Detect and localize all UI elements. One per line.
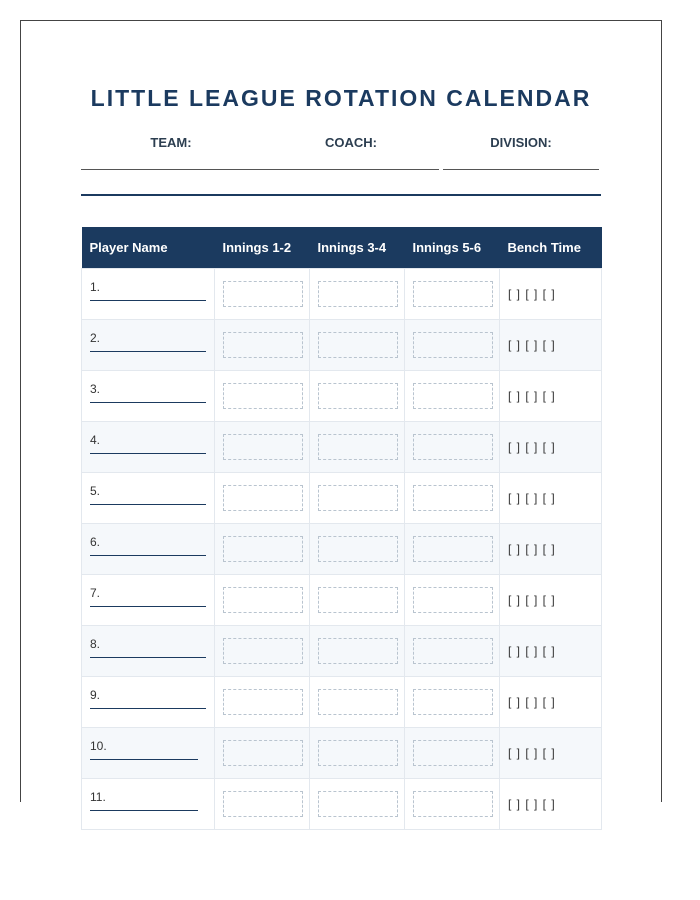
column-header-innings-1-2: Innings 1-2 <box>215 227 310 268</box>
bench-time-cell <box>500 625 602 676</box>
innings-5-6-cell <box>405 676 500 727</box>
bench-checkboxes[interactable]: [ ] [ ] [ ] <box>508 541 556 556</box>
innings-1-2-slot[interactable] <box>223 383 303 409</box>
innings-5-6-cell <box>405 727 500 778</box>
innings-1-2-cell <box>215 370 310 421</box>
team-label: TEAM: <box>150 135 192 150</box>
innings-5-6-cell <box>405 421 500 472</box>
innings-1-2-cell <box>215 574 310 625</box>
player-name-cell[interactable] <box>82 370 215 421</box>
bench-checkboxes[interactable]: [ ] [ ] [ ] <box>508 439 556 454</box>
innings-5-6-slot[interactable] <box>413 689 493 715</box>
table-row <box>82 574 602 625</box>
innings-3-4-slot[interactable] <box>318 740 398 766</box>
innings-1-2-slot[interactable] <box>223 587 303 613</box>
innings-1-2-slot[interactable] <box>223 638 303 664</box>
innings-3-4-cell <box>310 268 405 319</box>
innings-3-4-cell <box>310 370 405 421</box>
innings-5-6-slot[interactable] <box>413 740 493 766</box>
innings-1-2-cell <box>215 727 310 778</box>
document-page <box>20 20 662 811</box>
page-title: LITTLE LEAGUE ROTATION CALENDAR <box>90 85 592 111</box>
innings-1-2-slot[interactable] <box>223 791 303 817</box>
innings-5-6-cell <box>405 778 500 829</box>
innings-5-6-cell <box>405 319 500 370</box>
player-name-cell[interactable] <box>82 472 215 523</box>
bench-checkboxes[interactable]: [ ] [ ] [ ] <box>508 796 556 811</box>
innings-5-6-slot[interactable] <box>413 638 493 664</box>
innings-1-2-cell <box>215 421 310 472</box>
innings-3-4-cell <box>310 472 405 523</box>
player-number: 8. <box>90 637 101 651</box>
innings-1-2-cell <box>215 625 310 676</box>
innings-5-6-slot[interactable] <box>413 434 493 460</box>
table-row <box>82 778 602 829</box>
innings-5-6-cell <box>405 472 500 523</box>
bench-checkboxes[interactable]: [ ] [ ] [ ] <box>508 694 556 709</box>
innings-5-6-cell <box>405 625 500 676</box>
innings-3-4-cell <box>310 421 405 472</box>
table-row <box>82 472 602 523</box>
player-name-write-line[interactable] <box>90 759 198 760</box>
table-row <box>82 625 602 676</box>
player-name-cell[interactable] <box>82 319 215 370</box>
column-header-bench-time: Bench Time <box>500 227 602 268</box>
bench-time-cell <box>500 268 602 319</box>
player-name-write-line[interactable] <box>90 300 206 301</box>
table-row <box>82 319 602 370</box>
coach-label: COACH: <box>325 135 377 150</box>
innings-1-2-slot[interactable] <box>223 485 303 511</box>
innings-3-4-slot[interactable] <box>318 281 398 307</box>
column-header-player-name: Player Name <box>82 227 215 268</box>
innings-3-4-cell <box>310 727 405 778</box>
bench-time-cell <box>500 676 602 727</box>
bench-checkboxes[interactable]: [ ] [ ] [ ] <box>508 388 556 403</box>
player-number: 2. <box>90 331 101 345</box>
player-number: 10. <box>90 739 107 753</box>
innings-3-4-slot[interactable] <box>318 638 398 664</box>
innings-3-4-slot[interactable] <box>318 434 398 460</box>
innings-5-6-cell <box>405 574 500 625</box>
innings-3-4-slot[interactable] <box>318 791 398 817</box>
innings-5-6-slot[interactable] <box>413 536 493 562</box>
innings-1-2-cell <box>215 523 310 574</box>
innings-1-2-slot[interactable] <box>223 281 303 307</box>
bench-checkboxes[interactable]: [ ] [ ] [ ] <box>508 490 556 505</box>
innings-3-4-cell <box>310 319 405 370</box>
bench-time-cell <box>500 370 602 421</box>
player-name-write-line[interactable] <box>90 657 206 658</box>
player-name-cell[interactable] <box>82 268 215 319</box>
player-name-cell[interactable] <box>82 676 215 727</box>
innings-1-2-cell <box>215 319 310 370</box>
player-name-write-line[interactable] <box>90 504 206 505</box>
bench-time-cell <box>500 421 602 472</box>
innings-3-4-cell <box>310 574 405 625</box>
innings-1-2-slot[interactable] <box>223 434 303 460</box>
player-name-write-line[interactable] <box>90 606 206 607</box>
bench-checkboxes[interactable]: [ ] [ ] [ ] <box>508 643 556 658</box>
innings-1-2-slot[interactable] <box>223 332 303 358</box>
player-number: 6. <box>90 535 101 549</box>
innings-3-4-cell <box>310 523 405 574</box>
player-name-write-line[interactable] <box>90 351 206 352</box>
table-row <box>82 370 602 421</box>
innings-3-4-cell <box>310 676 405 727</box>
header-divider <box>81 194 601 196</box>
innings-5-6-cell <box>405 523 500 574</box>
bench-time-cell <box>500 574 602 625</box>
innings-1-2-slot[interactable] <box>223 740 303 766</box>
player-name-cell[interactable] <box>82 421 215 472</box>
player-name-cell[interactable] <box>82 523 215 574</box>
innings-3-4-cell <box>310 625 405 676</box>
player-name-write-line[interactable] <box>90 555 206 556</box>
bench-time-cell <box>500 319 602 370</box>
innings-3-4-slot[interactable] <box>318 383 398 409</box>
bench-checkboxes[interactable]: [ ] [ ] [ ] <box>508 592 556 607</box>
header-field-lines <box>81 169 601 171</box>
innings-5-6-slot[interactable] <box>413 281 493 307</box>
table-row <box>82 523 602 574</box>
column-header-innings-5-6: Innings 5-6 <box>405 227 500 268</box>
bench-time-cell <box>500 727 602 778</box>
rotation-table <box>81 227 602 830</box>
innings-3-4-slot[interactable] <box>318 689 398 715</box>
team-coach-write-line[interactable] <box>81 169 439 170</box>
player-name-write-line[interactable] <box>90 810 198 811</box>
player-name-cell[interactable] <box>82 778 215 829</box>
division-write-line[interactable] <box>443 169 599 170</box>
innings-3-4-slot[interactable] <box>318 587 398 613</box>
innings-5-6-cell <box>405 370 500 421</box>
innings-5-6-slot[interactable] <box>413 587 493 613</box>
bench-checkboxes[interactable]: [ ] [ ] [ ] <box>508 286 556 301</box>
table-row <box>82 268 602 319</box>
innings-1-2-cell <box>215 268 310 319</box>
innings-5-6-slot[interactable] <box>413 332 493 358</box>
header-fields <box>81 135 601 155</box>
bench-checkboxes[interactable]: [ ] [ ] [ ] <box>508 337 556 352</box>
innings-1-2-cell <box>215 778 310 829</box>
innings-3-4-slot[interactable] <box>318 485 398 511</box>
bench-checkboxes[interactable]: [ ] [ ] [ ] <box>508 745 556 760</box>
player-number: 9. <box>90 688 101 702</box>
table-body <box>82 268 602 829</box>
innings-1-2-cell <box>215 472 310 523</box>
innings-3-4-cell <box>310 778 405 829</box>
player-number: 4. <box>90 433 101 447</box>
player-name-cell[interactable] <box>82 574 215 625</box>
innings-5-6-slot[interactable] <box>413 383 493 409</box>
column-header-innings-3-4: Innings 3-4 <box>310 227 405 268</box>
player-name-cell[interactable] <box>82 625 215 676</box>
player-name-cell[interactable] <box>82 727 215 778</box>
player-number: 1. <box>90 280 101 294</box>
table-row <box>82 421 602 472</box>
innings-5-6-slot[interactable] <box>413 791 493 817</box>
table-header-row <box>82 227 602 268</box>
division-label: DIVISION: <box>490 135 552 150</box>
player-name-write-line[interactable] <box>90 453 206 454</box>
bench-time-cell <box>500 472 602 523</box>
player-number: 7. <box>90 586 101 600</box>
player-name-write-line[interactable] <box>90 708 206 709</box>
innings-1-2-slot[interactable] <box>223 536 303 562</box>
player-number: 11. <box>90 790 106 804</box>
table-row <box>82 727 602 778</box>
bench-time-cell <box>500 523 602 574</box>
bench-time-cell <box>500 778 602 829</box>
innings-3-4-slot[interactable] <box>318 536 398 562</box>
table-row <box>82 676 602 727</box>
innings-5-6-cell <box>405 268 500 319</box>
innings-1-2-slot[interactable] <box>223 689 303 715</box>
innings-3-4-slot[interactable] <box>318 332 398 358</box>
innings-1-2-cell <box>215 676 310 727</box>
player-number: 3. <box>90 382 101 396</box>
player-number: 5. <box>90 484 101 498</box>
innings-5-6-slot[interactable] <box>413 485 493 511</box>
player-name-write-line[interactable] <box>90 402 206 403</box>
